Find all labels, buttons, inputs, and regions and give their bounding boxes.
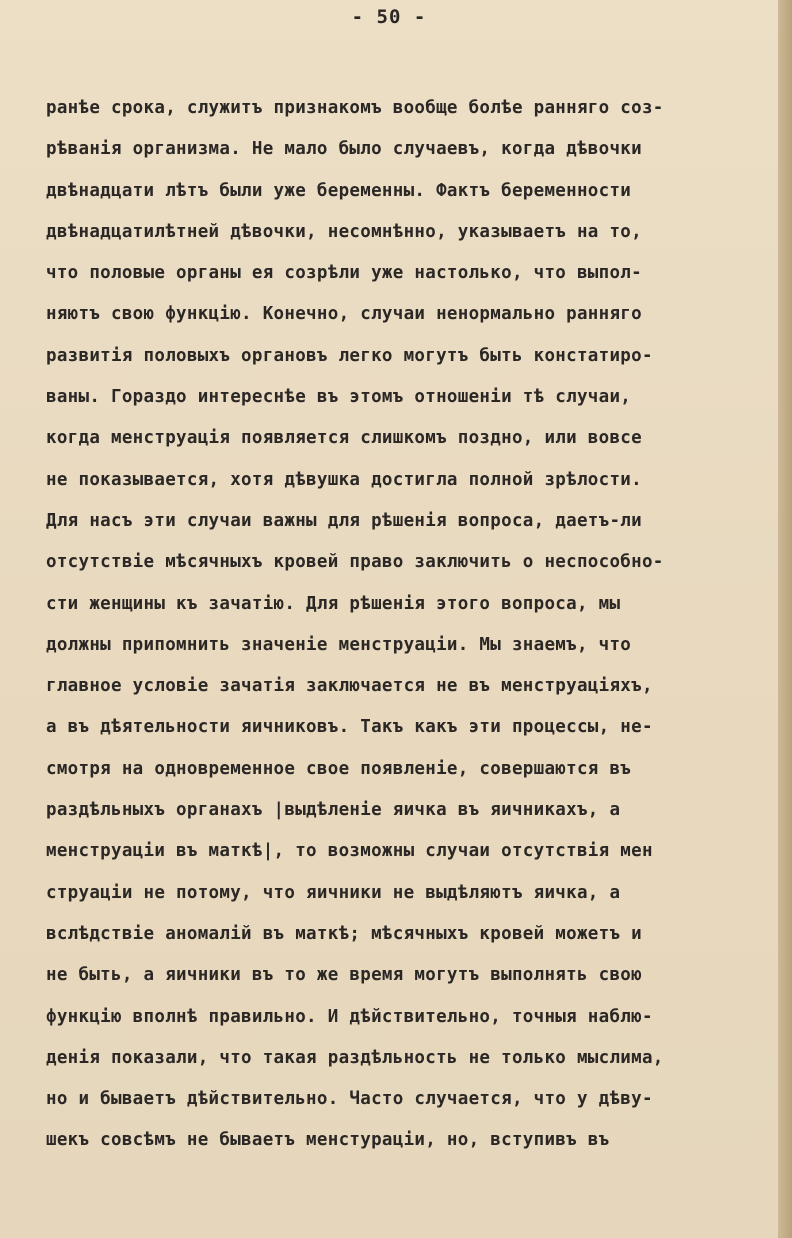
text-line: развитія половыхъ органовъ легко могутъ быть констатиро- <box>46 345 653 366</box>
text-line: что половые органы ея созрѣли уже настолько, что выпол- <box>46 263 642 284</box>
text-line: двѣнадцати лѣтъ были уже беременны. Фактъ беременности <box>46 180 632 201</box>
text-line: должны припомнить значеніе менструаціи. Мы знаемъ, что <box>46 634 632 655</box>
text-line: главное условіе зачатія заключается не въ менструаціяхъ, <box>46 676 653 697</box>
text-line: не быть, а яичники въ то же время могутъ выполнять свою <box>46 965 642 986</box>
text-line: смотря на одновременное свое появленіе, совершаются въ <box>46 758 632 779</box>
text-line: ваны. Гораздо интереснѣе въ этомъ отношеніи тѣ случаи, <box>46 387 632 408</box>
text-line: двѣнадцатилѣтней дѣвочки, несомнѣнно, указываетъ на то, <box>46 221 642 242</box>
text-line: сти женщины къ зачатію. Для рѣшенія этого вопроса, мы <box>46 593 621 614</box>
text-line: отсутствіе мѣсячныхъ кровей право заключить о неспособно- <box>46 552 664 573</box>
text-line: денія показали, что такая раздѣльность не только мыслима, <box>46 1047 664 1068</box>
body-text <box>46 88 776 1162</box>
text-line: а въ дѣятельности яичниковъ. Такъ какъ эти процессы, не- <box>46 717 653 738</box>
text-line: не показывается, хотя дѣвушка достигла полной зрѣлости. <box>46 469 642 490</box>
text-line: вслѣдствіе аномалій въ маткѣ; мѣсячныхъ кровей можетъ и <box>46 923 642 944</box>
text-line: рѣванія организма. Не мало было случаевъ, когда дѣвочки <box>46 139 642 160</box>
page-number: - 50 - <box>351 6 427 28</box>
text-line: шекъ совсѣмъ не бываетъ менстураціи, но, вступивъ въ <box>46 1130 610 1151</box>
text-line: когда менструація появляется слишкомъ поздно, или вовсе <box>46 428 642 449</box>
page-edge <box>778 0 792 1238</box>
text-line: менструаціи въ маткѣ|, то возможны случаи отсутствія мен <box>46 841 653 862</box>
text-line: раздѣльныхъ органахъ |выдѣленіе яичка въ яичникахъ, а <box>46 800 621 821</box>
text-line: няютъ свою функцію. Конечно, случаи ненормально ранняго <box>46 304 642 325</box>
text-line: функцію вполнѣ правильно. И дѣйствительно, точныя наблю- <box>46 1006 653 1027</box>
text-line: но и бываетъ дѣйствительно. Часто случается, что у дѣву- <box>46 1089 653 1110</box>
text-line: струаціи не потому, что яичники не выдѣляютъ яичка, а <box>46 882 621 903</box>
text-line: Для насъ эти случаи важны для рѣшенія вопроса, даетъ-ли <box>46 510 642 531</box>
text-line: ранѣе срока, служитъ признакомъ вообще болѣе ранняго соз- <box>46 98 664 118</box>
